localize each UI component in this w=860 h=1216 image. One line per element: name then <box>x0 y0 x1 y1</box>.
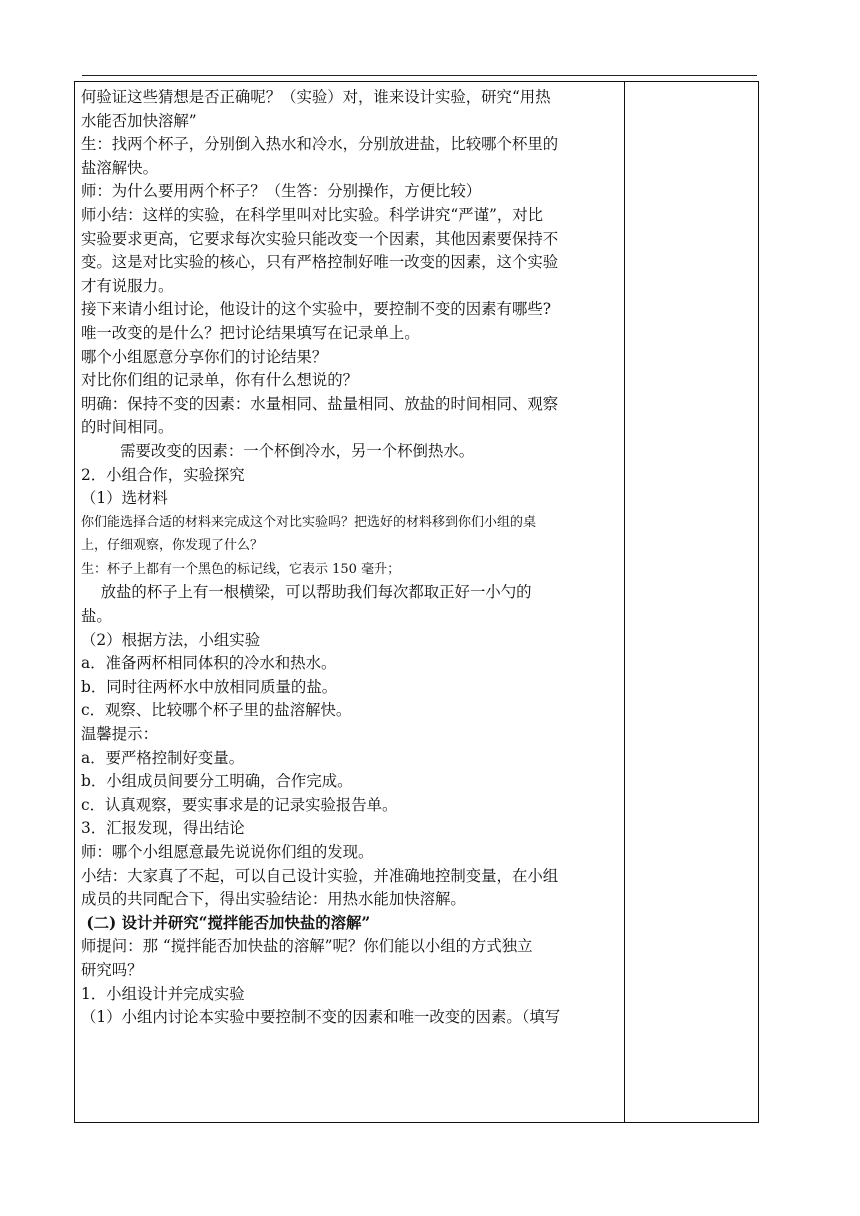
text-line: a．要严格控制好变量。 <box>81 748 245 767</box>
text-line: 接下来请小组讨论，他设计的这个实验中，要控制不变的因素有哪些? <box>81 300 551 319</box>
text-line: 哪个小组愿意分享你们的讨论结果？ <box>81 347 328 366</box>
text-line: 放盐的杯子上有一根横梁，可以帮助我们每次都取正好一小勺的 <box>81 583 532 602</box>
text-line: 的时间相同。 <box>81 418 174 437</box>
text-line: （1）选材料 <box>81 489 168 508</box>
header-rule <box>82 75 757 76</box>
text-line: 盐溶解快。 <box>81 158 158 177</box>
text-line: 研究吗？ <box>81 960 143 979</box>
text-line: 唯一改变的是什么？把讨论结果填写在记录单上。 <box>81 323 420 342</box>
notes-cell <box>626 82 758 1122</box>
text-line: (二) 设计并研究“搅拌能否加快盐的溶解” <box>81 913 371 932</box>
column-divider <box>624 82 625 1122</box>
text-line: 明确：保持不变的因素：水量相同、盐量相同、放盐的时间相同、观察 <box>81 394 559 413</box>
text-line: 生：杯子上都有一个黑色的标记线，它表示 150 毫升； <box>81 561 401 577</box>
text-line: 3．汇报发现，得出结论 <box>81 819 245 838</box>
text-line: c．观察、比较哪个杯子里的盐溶解快。 <box>81 701 352 720</box>
lesson-table <box>74 81 759 1123</box>
text-line: 才有说服力。 <box>81 276 174 295</box>
text-line: 上，仔细观察，你发现了什么？ <box>81 538 264 554</box>
text-line: 何验证这些猜想是否正确呢？（实验）对，谁来设计实验，研究“用热 <box>81 88 551 106</box>
text-line: b．小组成员间要分工明确，合作完成。 <box>81 772 353 791</box>
text-line: （2）根据方法，小组实验 <box>81 630 261 649</box>
lesson-content-cell <box>81 86 617 1030</box>
text-line: 温馨提示： <box>81 725 158 744</box>
text-line: 师提问：那 “搅拌能否加快盐的溶解”呢？你们能以小组的方式独立 <box>81 937 533 956</box>
text-line: 师：哪个小组愿意最先说说你们组的发现。 <box>81 843 374 861</box>
text-line: （1）小组内讨论本实验中要控制不变的因素和唯一改变的因素。（填写 <box>81 1008 561 1027</box>
text-line: 师小结：这样的实验，在科学里叫对比实验。科学讲究“严谨”，对比 <box>81 205 544 224</box>
text-line: 盐。 <box>81 607 112 626</box>
text-line: a．准备两杯相同体积的冷水和热水。 <box>81 654 337 673</box>
text-line: c．认真观察，要实事求是的记录实验报告单。 <box>81 795 398 814</box>
text-line: 师：为什么要用两个杯子？（生答：分别操作，方便比较） <box>81 182 482 201</box>
text-line: 小结：大家真了不起，可以自己设计实验，并准确地控制变量，在小组 <box>81 866 559 885</box>
text-line: b．同时往两杯水中放相同质量的盐。 <box>81 677 338 696</box>
text-line: 实验要求更高，它要求每次实验只能改变一个因素，其他因素要保持不 <box>81 229 559 248</box>
text-line: 成员的共同配合下，得出实验结论：用热水能加快溶解。 <box>81 890 466 909</box>
text-line: 1．小组设计并完成实验 <box>81 984 245 1003</box>
text-line: 变。这是对比实验的核心，只有严格控制好唯一改变的因素，这个实验 <box>81 253 559 272</box>
text-line: 生：找两个杯子，分别倒入热水和冷水，分别放进盐，比较哪个杯里的 <box>81 135 559 154</box>
text-line: 你们能选择合适的材料来完成这个对比实验吗？把选好的材料移到你们小组的桌 <box>81 514 537 530</box>
text-line: 对比你们组的记录单，你有什么想说的？ <box>81 371 359 390</box>
text-line: 水能否加快溶解” <box>81 111 197 130</box>
text-line: 2．小组合作，实验探究 <box>81 465 245 484</box>
text-line: 需要改变的因素：一个杯倒冷水，另一个杯倒热水。 <box>81 441 475 460</box>
